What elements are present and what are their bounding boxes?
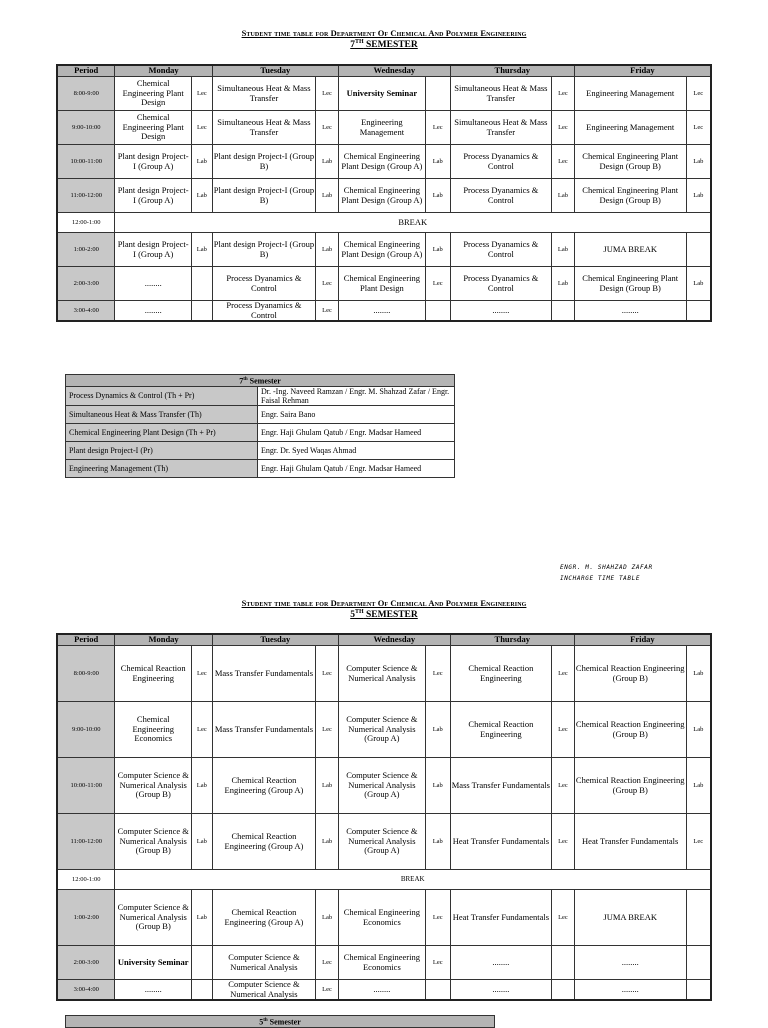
- class-type-cell: [192, 267, 213, 301]
- class-type-cell: [686, 980, 711, 1001]
- header-monday: Monday: [115, 634, 212, 646]
- subject-cell: Chemical Reaction Engineering (Group A): [212, 758, 315, 814]
- period-cell: 12:00-1:00: [57, 870, 115, 890]
- class-type-cell: Lec: [425, 646, 450, 702]
- subject-cell: Chemical Engineering Plant Design (Group B): [574, 179, 686, 213]
- period-cell: 1:00-2:00: [57, 233, 115, 267]
- subject-cell: Simultaneous Heat & Mass Transfer: [212, 77, 315, 111]
- class-type-cell: [686, 233, 711, 267]
- class-type-cell: Lab: [316, 758, 339, 814]
- period-cell: 12:00-1:00: [57, 213, 115, 233]
- class-type-cell: [552, 980, 575, 1001]
- subject-cell: ........: [574, 980, 686, 1001]
- class-type-cell: Lec: [552, 77, 575, 111]
- class-type-cell: Lec: [686, 77, 711, 111]
- table-row: [57, 111, 711, 145]
- class-type-cell: [192, 301, 213, 322]
- class-type-cell: Lab: [192, 758, 213, 814]
- class-type-cell: [552, 946, 575, 980]
- class-type-cell: Lec: [552, 646, 575, 702]
- table-row: [57, 179, 711, 213]
- subject-cell: Computer Science & Numerical Analysis: [212, 980, 315, 1001]
- subject-cell: Computer Science & Numerical Analysis (Group B): [115, 814, 192, 870]
- subject-cell: Simultaneous Heat & Mass Transfer: [212, 111, 315, 145]
- class-type-cell: Lec: [192, 646, 213, 702]
- subject-cell: Mass Transfer Fundamentals: [450, 758, 551, 814]
- class-type-cell: [192, 946, 213, 980]
- subject-cell: Chemical Reaction Engineering: [115, 646, 192, 702]
- period-cell: 2:00-3:00: [57, 946, 115, 980]
- period-cell: 11:00-12:00: [57, 814, 115, 870]
- class-type-cell: Lab: [686, 646, 711, 702]
- subject-cell: Heat Transfer Fundamentals: [450, 890, 551, 946]
- faculty-teacher: Engr. Dr. Syed Waqas Ahmad: [258, 441, 455, 459]
- faculty-subject: Plant design Project-I (Pr): [66, 441, 258, 459]
- class-type-cell: Lec: [316, 77, 339, 111]
- class-type-cell: Lec: [316, 111, 339, 145]
- subject-cell: Chemical Engineering Plant Design (Group A): [338, 145, 425, 179]
- table-row: [57, 946, 711, 980]
- class-type-cell: Lec: [316, 267, 339, 301]
- class-type-cell: Lec: [552, 758, 575, 814]
- subject-cell: Chemical Engineering Plant Design: [115, 111, 192, 145]
- class-type-cell: [686, 890, 711, 946]
- subject-cell: Engineering Management: [338, 111, 425, 145]
- subject-cell: ........: [338, 980, 425, 1001]
- class-type-cell: [425, 301, 450, 322]
- subject-cell: Computer Science & Numerical Analysis (Group A): [338, 758, 425, 814]
- table-row: [66, 459, 455, 477]
- class-type-cell: Lec: [425, 267, 450, 301]
- header-thursday: Thursday: [450, 65, 574, 77]
- class-type-cell: Lec: [316, 980, 339, 1001]
- subject-cell: Chemical Reaction Engineering (Group A): [212, 890, 315, 946]
- class-type-cell: Lec: [316, 702, 339, 758]
- subject-cell: Computer Science & Numerical Analysis: [212, 946, 315, 980]
- period-cell: 9:00-10:00: [57, 702, 115, 758]
- class-type-cell: Lec: [192, 111, 213, 145]
- subject-cell: Computer Science & Numerical Analysis (Group B): [115, 758, 192, 814]
- faculty-table-header: 5th Semester: [66, 1016, 495, 1028]
- class-type-cell: Lec: [425, 111, 450, 145]
- class-type-cell: Lab: [686, 702, 711, 758]
- period-cell: 3:00-4:00: [57, 301, 115, 322]
- table-row: [66, 405, 455, 423]
- class-type-cell: Lec: [686, 814, 711, 870]
- class-type-cell: Lab: [425, 179, 450, 213]
- class-type-cell: Lec: [552, 890, 575, 946]
- class-type-cell: Lec: [552, 814, 575, 870]
- subject-cell: Simultaneous Heat & Mass Transfer: [450, 77, 551, 111]
- subject-cell: University Seminar: [338, 77, 425, 111]
- class-type-cell: Lab: [425, 814, 450, 870]
- table-row: [57, 213, 711, 233]
- sem7-title: Student time table for Department Of Chemical And Polymer Engineering: [241, 28, 527, 38]
- subject-cell: Plant design Project-I (Group A): [115, 145, 192, 179]
- header-monday: Monday: [115, 65, 212, 77]
- table-row: [57, 301, 711, 322]
- subject-cell: Chemical Reaction Engineering (Group B): [574, 646, 686, 702]
- header-period: Period: [57, 65, 115, 77]
- subject-cell: Process Dyanamics & Control: [450, 233, 551, 267]
- header-tuesday: Tuesday: [212, 65, 338, 77]
- subject-cell: Engineering Management: [574, 77, 686, 111]
- class-type-cell: [686, 301, 711, 322]
- signature-name: ENGR. M. SHAHZAD ZAFAR: [560, 564, 653, 571]
- subject-cell: Plant design Project-I (Group A): [115, 179, 192, 213]
- subject-cell: Chemical Reaction Engineering (Group B): [574, 758, 686, 814]
- class-type-cell: Lab: [192, 890, 213, 946]
- subject-cell: Engineering Management: [574, 111, 686, 145]
- table-row: [57, 702, 711, 758]
- class-type-cell: Lab: [316, 814, 339, 870]
- table-row: [57, 814, 711, 870]
- table-row: [66, 441, 455, 459]
- table-row: [57, 870, 711, 890]
- class-type-cell: Lab: [192, 145, 213, 179]
- class-type-cell: Lec: [316, 646, 339, 702]
- subject-cell: Mass Transfer Fundamentals: [212, 646, 315, 702]
- subject-cell: Plant design Project-I (Group B): [212, 145, 315, 179]
- subject-cell: ........: [115, 267, 192, 301]
- subject-cell: JUMA BREAK: [574, 890, 686, 946]
- class-type-cell: Lec: [192, 77, 213, 111]
- sem5-timetable: [56, 633, 712, 1001]
- class-type-cell: Lec: [425, 890, 450, 946]
- subject-cell: Computer Science & Numerical Analysis: [338, 646, 425, 702]
- break-cell: BREAK: [115, 870, 711, 890]
- class-type-cell: [686, 946, 711, 980]
- class-type-cell: Lab: [552, 179, 575, 213]
- table-row: [57, 980, 711, 1001]
- subject-cell: JUMA BREAK: [574, 233, 686, 267]
- faculty-teacher: Engr. Haji Ghulam Qatub / Engr. Madsar Hameed: [258, 459, 455, 477]
- class-type-cell: [425, 77, 450, 111]
- table-row: [57, 267, 711, 301]
- subject-cell: Plant design Project-I (Group B): [212, 233, 315, 267]
- period-cell: 2:00-3:00: [57, 267, 115, 301]
- subject-cell: Chemical Engineering Economics: [338, 946, 425, 980]
- class-type-cell: Lab: [316, 890, 339, 946]
- subject-cell: ........: [574, 301, 686, 322]
- subject-cell: Chemical Engineering Plant Design (Group A): [338, 233, 425, 267]
- header-tuesday: Tuesday: [212, 634, 338, 646]
- faculty-subject: Chemical Engineering Plant Design (Th + Pr): [66, 423, 258, 441]
- header-wednesday: Wednesday: [338, 634, 450, 646]
- subject-cell: ........: [450, 946, 551, 980]
- header-period: Period: [57, 634, 115, 646]
- header-friday: Friday: [574, 634, 711, 646]
- subject-cell: Computer Science & Numerical Analysis (Group A): [338, 702, 425, 758]
- subject-cell: ........: [574, 946, 686, 980]
- subject-cell: University Seminar: [115, 946, 192, 980]
- subject-cell: Heat Transfer Fundamentals: [574, 814, 686, 870]
- subject-cell: ........: [450, 301, 551, 322]
- class-type-cell: Lab: [425, 233, 450, 267]
- table-row: [57, 758, 711, 814]
- table-row: [57, 145, 711, 179]
- period-cell: 10:00-11:00: [57, 758, 115, 814]
- period-cell: 9:00-10:00: [57, 111, 115, 145]
- header-friday: Friday: [574, 65, 711, 77]
- class-type-cell: Lab: [425, 702, 450, 758]
- class-type-cell: Lab: [686, 758, 711, 814]
- period-cell: 8:00-9:00: [57, 646, 115, 702]
- faculty-teacher: Engr. Saira Bano: [258, 405, 455, 423]
- break-cell: BREAK: [115, 213, 711, 233]
- subject-cell: Chemical Reaction Engineering: [450, 646, 551, 702]
- table-row: [57, 646, 711, 702]
- class-type-cell: Lec: [686, 111, 711, 145]
- faculty-subject: Process Dynamics & Control (Th + Pr): [66, 386, 258, 405]
- period-cell: 10:00-11:00: [57, 145, 115, 179]
- subject-cell: Chemical Engineering Plant Design: [338, 267, 425, 301]
- subject-cell: ........: [115, 301, 192, 322]
- class-type-cell: Lab: [316, 145, 339, 179]
- class-type-cell: Lec: [316, 946, 339, 980]
- subject-cell: Chemical Reaction Engineering (Group B): [574, 702, 686, 758]
- signature-role: INCHARGE TIME TABLE: [560, 575, 641, 582]
- subject-cell: Process Dyanamics & Control: [450, 145, 551, 179]
- sem5-title: Student time table for Department Of Chemical And Polymer Engineering: [241, 598, 527, 608]
- table-row: [66, 386, 455, 405]
- class-type-cell: Lec: [316, 301, 339, 322]
- faculty-teacher: Dr. -Ing. Naveed Ramzan / Engr. M. Shahzad Zafar / Engr. Faisal Rehman: [258, 386, 455, 405]
- subject-cell: Chemical Reaction Engineering (Group A): [212, 814, 315, 870]
- class-type-cell: Lab: [425, 758, 450, 814]
- subject-cell: Process Dyanamics & Control: [450, 179, 551, 213]
- class-type-cell: Lab: [686, 267, 711, 301]
- class-type-cell: Lec: [192, 702, 213, 758]
- subject-cell: Process Dyanamics & Control: [450, 267, 551, 301]
- class-type-cell: Lab: [552, 233, 575, 267]
- subject-cell: Computer Science & Numerical Analysis (Group B): [115, 890, 192, 946]
- class-type-cell: Lab: [316, 233, 339, 267]
- class-type-cell: [552, 301, 575, 322]
- subject-cell: Chemical Engineering Plant Design (Group B): [574, 267, 686, 301]
- period-cell: 1:00-2:00: [57, 890, 115, 946]
- class-type-cell: Lab: [316, 179, 339, 213]
- header-thursday: Thursday: [450, 634, 574, 646]
- subject-cell: Plant design Project-I (Group B): [212, 179, 315, 213]
- faculty-table-header: 7th Semester: [66, 375, 455, 387]
- class-type-cell: Lab: [686, 145, 711, 179]
- period-cell: 8:00-9:00: [57, 77, 115, 111]
- sem7-subtitle: 7TH SEMESTER: [350, 39, 418, 51]
- subject-cell: Chemical Engineering Economics: [115, 702, 192, 758]
- subject-cell: Heat Transfer Fundamentals: [450, 814, 551, 870]
- subject-cell: Chemical Engineering Plant Design (Group A): [338, 179, 425, 213]
- class-type-cell: Lab: [686, 179, 711, 213]
- class-type-cell: Lab: [192, 233, 213, 267]
- header-wednesday: Wednesday: [338, 65, 450, 77]
- subject-cell: Chemical Engineering Economics: [338, 890, 425, 946]
- sem5-subtitle: 5TH SEMESTER: [350, 609, 418, 621]
- class-type-cell: Lec: [552, 111, 575, 145]
- class-type-cell: Lec: [425, 946, 450, 980]
- class-type-cell: Lab: [192, 814, 213, 870]
- class-type-cell: [425, 980, 450, 1001]
- faculty-subject: Simultaneous Heat & Mass Transfer (Th): [66, 405, 258, 423]
- table-row: [57, 233, 711, 267]
- sem7-timetable: [56, 64, 712, 322]
- table-row: [66, 423, 455, 441]
- sem5-faculty-table: [65, 1015, 495, 1028]
- subject-cell: Chemical Reaction Engineering: [450, 702, 551, 758]
- subject-cell: Chemical Engineering Plant Design (Group B): [574, 145, 686, 179]
- class-type-cell: Lec: [552, 145, 575, 179]
- period-cell: 3:00-4:00: [57, 980, 115, 1001]
- class-type-cell: Lab: [552, 267, 575, 301]
- subject-cell: Chemical Engineering Plant Design: [115, 77, 192, 111]
- subject-cell: ........: [115, 980, 192, 1001]
- sem7-faculty-table: [65, 374, 455, 478]
- faculty-teacher: Engr. Haji Ghulam Qatub / Engr. Madsar Hameed: [258, 423, 455, 441]
- class-type-cell: [192, 980, 213, 1001]
- table-row: [57, 890, 711, 946]
- subject-cell: ........: [450, 980, 551, 1001]
- subject-cell: Process Dyanamics & Control: [212, 267, 315, 301]
- table-row: [57, 77, 711, 111]
- class-type-cell: Lab: [192, 179, 213, 213]
- subject-cell: Computer Science & Numerical Analysis (Group A): [338, 814, 425, 870]
- subject-cell: Plant design Project-I (Group A): [115, 233, 192, 267]
- subject-cell: Mass Transfer Fundamentals: [212, 702, 315, 758]
- period-cell: 11:00-12:00: [57, 179, 115, 213]
- subject-cell: Process Dyanamics & Control: [212, 301, 315, 322]
- faculty-subject: Engineering Management (Th): [66, 459, 258, 477]
- subject-cell: Simultaneous Heat & Mass Transfer: [450, 111, 551, 145]
- class-type-cell: Lec: [552, 702, 575, 758]
- subject-cell: ........: [338, 301, 425, 322]
- class-type-cell: Lab: [425, 145, 450, 179]
